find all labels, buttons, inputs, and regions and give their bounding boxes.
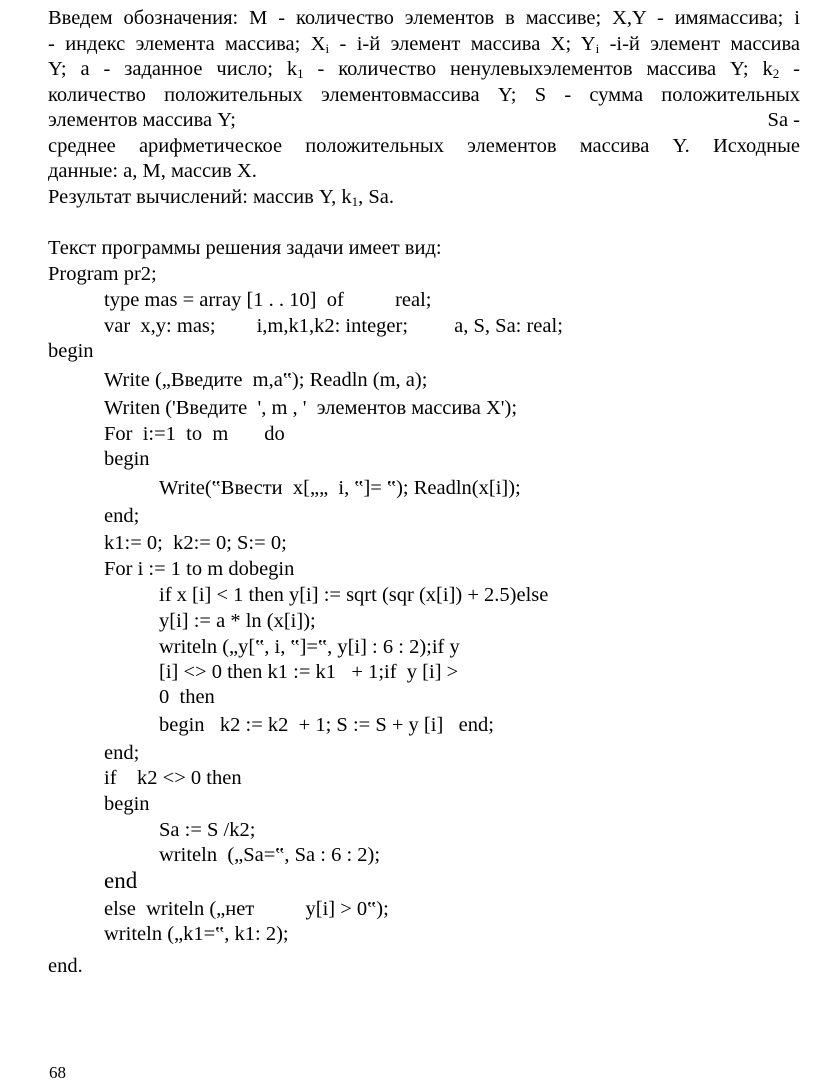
code-line: Writen ('Введите ', m , ' элементов массива X'); [104,397,518,419]
intro-line-5: элементов массива Y; Sa - [48,109,800,131]
intro-line-7: данные: a, M, массив X. [48,160,257,182]
code-heading: Текст программы решения задачи имеет вид: [48,237,442,259]
intro-line-3: Y; a - заданное число; $k_1$ - количество ненулевыхэлементов массива Y; $k_2$ - [48,58,800,81]
code-line: Sa := S /k2; [159,819,256,841]
code-line: writeln („k1=‟, k1: 2); [104,923,289,945]
code-line: if x [i] < 1 then y[i] := sqrt (sqr (x[i]) + 2.5)else [159,584,549,606]
code-line: type mas = array [1 . . 10] of real; [104,289,432,311]
intro-line-4: количество положительных элементовмассива Y; S - сумма положительных [48,83,800,106]
code-line: writeln („Sa=‟, Sa : 6 : 2); [159,844,381,866]
notation-paragraph [48,6,800,210]
code-line: begin k2 := k2 + 1; S := S + y [i] end; [159,714,494,736]
code-line: For i:=1 to m do [104,423,285,445]
code-line: 0 then [159,686,215,708]
code-line: [i] <> 0 then k1 := k1 + 1;if y [i] > [159,661,459,683]
code-line: end [104,868,138,893]
code-line: begin [48,340,94,362]
code-line: Write („Введите m,a‟); Readln (m, a); [104,369,428,391]
code-line: begin [104,793,150,815]
code-line: else writeln („нет y[i] > 0‟); [104,898,389,920]
code-line: if k2 <> 0 then [104,767,242,789]
intro-line-6: среднее арифметическое положительных элементов массива Y. Исходные [48,134,800,157]
code-line: y[i] := a * ln (x[i]); [159,610,316,632]
intro-line-1: Введем обозначения: M - количество элементов в массиве; X,Y - имямассива; i [48,7,800,29]
page-number: 68 [49,1063,66,1082]
code-line: end; [104,505,140,527]
code-line: Write(‟Ввести x[„„ i, ‟]= ‟); Readln(x[i]); [159,477,521,499]
code-line: end; [104,742,140,764]
code-line: end. [48,955,83,977]
result-line: Результат вычислений: массив Y, $k_1$, Sa. [48,185,394,209]
intro-line-2: - индекс элемента массива; $X_i - i-й$ элемент массива X; $Y_i$ -i-й элемент массива [48,32,801,56]
code-line: For i := 1 to m dobegin [104,558,295,580]
code-line: writeln („y[‟, i, ‟]=‟, y[i] : 6 : 2);if y [159,636,460,658]
code-line: Program pr2; [48,263,157,285]
code-line: k1:= 0; k2:= 0; S:= 0; [104,532,287,554]
code-line: begin [104,448,150,470]
code-line: var x,y: mas; i,m,k1,k2: integer; a, S, Sa: real; [104,315,563,337]
